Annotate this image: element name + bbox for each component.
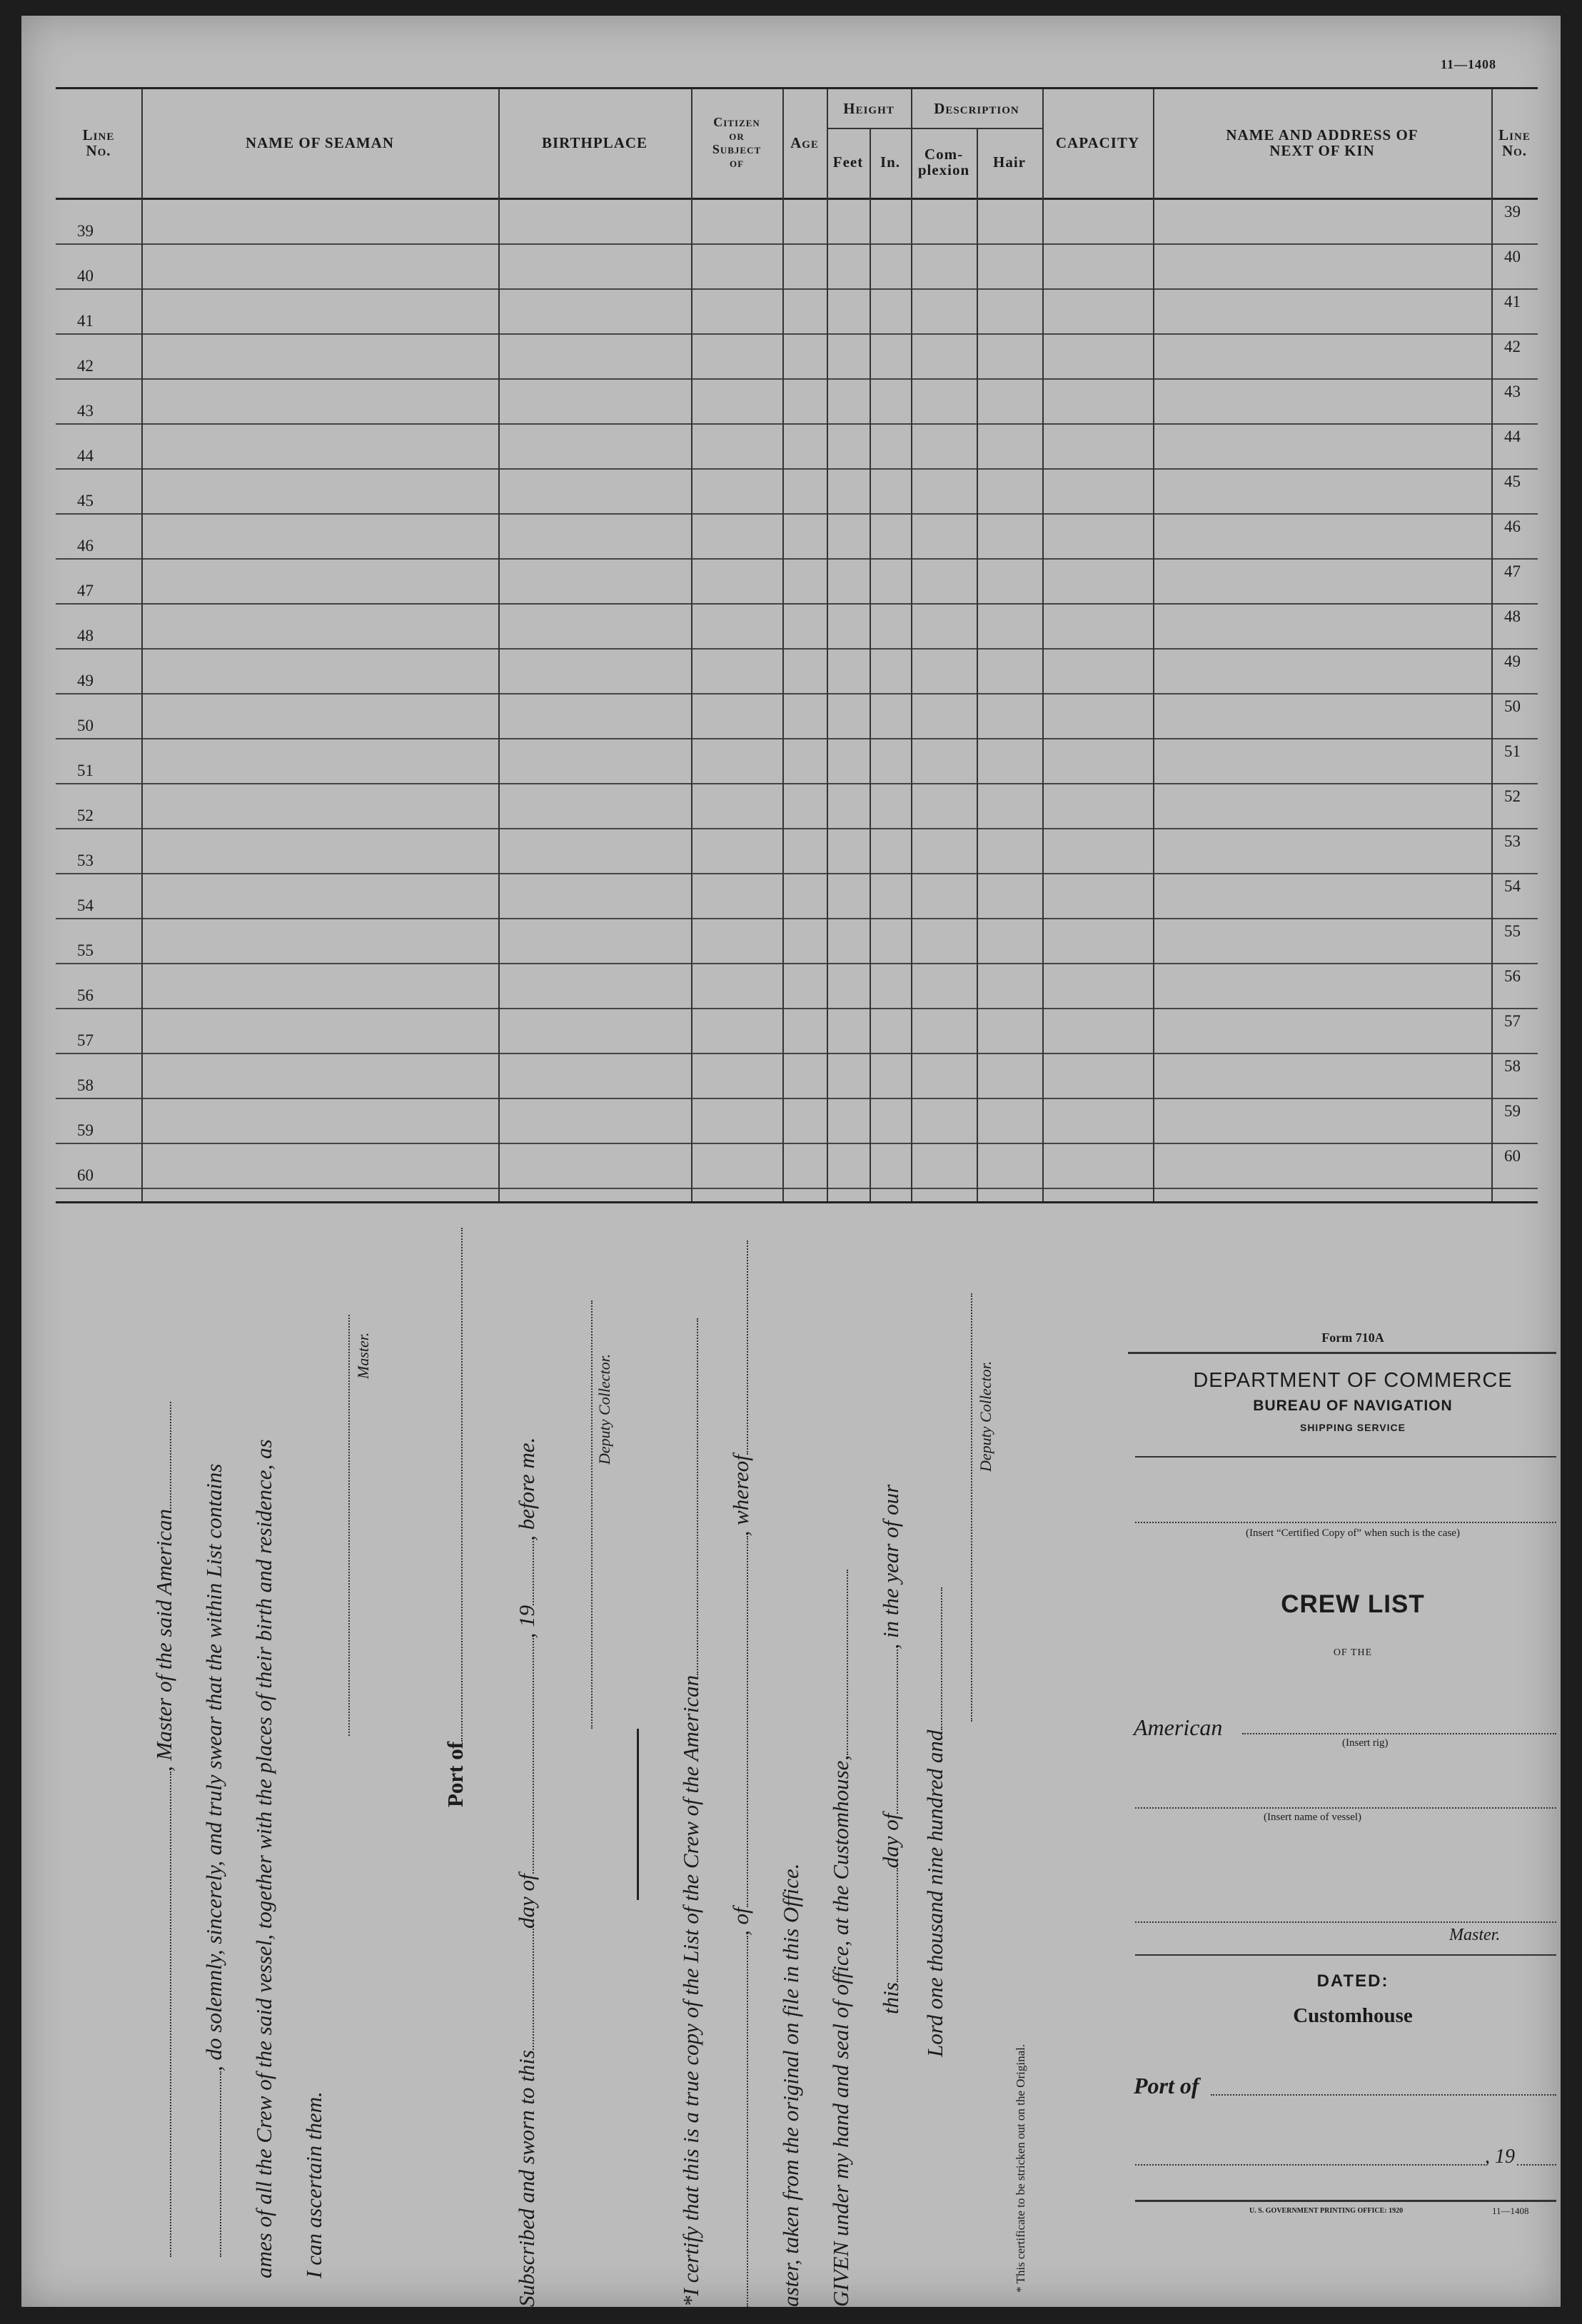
table-row[interactable] bbox=[56, 1009, 1538, 1054]
line-number-left: 58 bbox=[77, 1076, 94, 1094]
table-row[interactable] bbox=[56, 470, 1538, 515]
certified-copy-blank[interactable] bbox=[1135, 1522, 1556, 1523]
cover-form-code-bottom: 11—1408 bbox=[1492, 2206, 1529, 2216]
table-body bbox=[56, 200, 1538, 1189]
table-row[interactable] bbox=[56, 694, 1538, 739]
line-number-right: 48 bbox=[1504, 607, 1521, 625]
line-number-right: 56 bbox=[1504, 967, 1521, 985]
line-number-left: 56 bbox=[77, 986, 94, 1004]
cover-of-the: OF THE bbox=[1333, 1647, 1373, 1658]
header-complexion: Com- plexion bbox=[917, 145, 970, 178]
cert-of-blank-1[interactable] bbox=[730, 1936, 748, 2307]
column-rule bbox=[827, 89, 828, 1201]
cover-year-19: , 19 bbox=[1485, 2146, 1515, 2168]
column-rule bbox=[691, 89, 692, 1201]
table-row[interactable] bbox=[56, 515, 1538, 560]
header-line-no-right: Line No. bbox=[1498, 126, 1531, 159]
cover-date-blank[interactable] bbox=[1135, 2164, 1485, 2166]
column-rule bbox=[782, 89, 784, 1201]
certificate-line-3: aster, taken from the original on file in this Office. bbox=[778, 1863, 803, 2307]
cert-of-blank-2[interactable] bbox=[730, 1536, 748, 1907]
cover-title: CREW LIST bbox=[1281, 1590, 1425, 1618]
cover-rule-2 bbox=[1135, 1456, 1556, 1457]
oath-line-2: , do solemnly, sincerely, and truly swear that the within List contains bbox=[201, 1464, 227, 2257]
table-row[interactable] bbox=[56, 1144, 1538, 1189]
line-number-right: 52 bbox=[1504, 787, 1521, 805]
table-row[interactable] bbox=[56, 200, 1538, 245]
line-number-right: 42 bbox=[1504, 338, 1521, 355]
oath-line-1: , Master of the said American bbox=[151, 1402, 177, 2257]
line-number-left: 52 bbox=[77, 807, 94, 824]
cert-whereof-blank[interactable] bbox=[730, 1241, 748, 1455]
cover-rule-3 bbox=[1135, 1954, 1556, 1956]
subscribed-line: Subscribed and sworn to thisday of, 19, before me. bbox=[514, 1437, 539, 2307]
header-name-of-seaman: NAME OF SEAMAN bbox=[245, 133, 395, 151]
form-code-top: 11—1408 bbox=[1441, 57, 1497, 71]
cert-day-blank[interactable] bbox=[880, 1868, 898, 1982]
line-number-right: 55 bbox=[1504, 922, 1521, 940]
line-number-left: 59 bbox=[77, 1121, 94, 1139]
oath-line-3: ames of all the Crew of the said vessel, together with the places of their birth and residence, as bbox=[251, 1439, 276, 2278]
vessel-name-blank[interactable] bbox=[1135, 1807, 1556, 1809]
master-name-blank[interactable] bbox=[153, 1772, 171, 2257]
table-row[interactable] bbox=[56, 425, 1538, 470]
line-number-left: 47 bbox=[77, 582, 94, 600]
oath-port-of: Port of bbox=[443, 1228, 468, 1807]
master-signature-label: Master. bbox=[354, 1332, 372, 1379]
cover-printer: U. S. GOVERNMENT PRINTING OFFICE: 1920 bbox=[1249, 2207, 1404, 2215]
table-row[interactable] bbox=[56, 784, 1538, 829]
master-signature-line[interactable] bbox=[348, 1315, 350, 1736]
cover-year-blank[interactable] bbox=[1517, 2164, 1556, 2166]
column-rule bbox=[1042, 89, 1044, 1201]
header-capacity: CAPACITY bbox=[1055, 133, 1140, 151]
column-rule bbox=[1491, 89, 1493, 1201]
table-row[interactable] bbox=[56, 335, 1538, 380]
column-rule bbox=[498, 89, 500, 1201]
certificate-line-5: thisday of, in the year of our bbox=[878, 1484, 903, 2014]
header-in: In. bbox=[880, 153, 901, 171]
cover-port-blank[interactable] bbox=[1211, 2094, 1556, 2096]
line-number-right: 47 bbox=[1504, 562, 1521, 580]
column-rule bbox=[977, 128, 978, 1201]
certificate-line-4: GIVEN under my hand and seal of office, at the Customhouse, bbox=[828, 1570, 854, 2307]
deputy-collector-label-1: Deputy Collector. bbox=[595, 1353, 613, 1465]
cert-month-blank[interactable] bbox=[880, 1649, 898, 1814]
header-description: Description bbox=[934, 99, 1019, 117]
cover-american: American bbox=[1134, 1714, 1223, 1740]
header-citizen: Citizen or Subject of bbox=[712, 115, 762, 170]
line-number-left: 48 bbox=[77, 627, 94, 645]
certificate-line-1: *I certify that this is a true copy of the List of the Crew of the American bbox=[678, 1318, 704, 2307]
line-number-left: 55 bbox=[77, 941, 94, 959]
header-feet: Feet bbox=[832, 153, 864, 171]
cover-dated: DATED: bbox=[1316, 1971, 1389, 1991]
cert-customhouse-blank[interactable] bbox=[830, 1570, 848, 1755]
section-divider bbox=[637, 1729, 639, 1900]
document-page bbox=[21, 16, 1561, 2307]
table-row[interactable] bbox=[56, 964, 1538, 1009]
certificate-footnote: * This certificate to be stricken out on the Original. bbox=[1014, 2043, 1027, 2293]
cover-department: DEPARTMENT OF COMMERCE bbox=[1193, 1369, 1513, 1392]
line-number-left: 45 bbox=[77, 492, 94, 510]
line-number-left: 57 bbox=[77, 1031, 94, 1049]
sworn-year-blank[interactable] bbox=[515, 1541, 534, 1605]
cover-bureau: BUREAU OF NAVIGATION bbox=[1253, 1398, 1453, 1414]
line-number-left: 46 bbox=[77, 537, 94, 555]
line-number-right: 45 bbox=[1504, 473, 1521, 490]
cover-form-number: Form 710A bbox=[1321, 1330, 1384, 1345]
column-rule bbox=[141, 89, 143, 1201]
header-height: Height bbox=[843, 99, 895, 117]
oath-line-4: I can ascertain them. bbox=[301, 2091, 326, 2278]
line-number-right: 60 bbox=[1504, 1147, 1521, 1165]
header-line-no-left: Line No. bbox=[82, 126, 115, 159]
line-number-left: 41 bbox=[77, 312, 94, 330]
cover-rule-bottom bbox=[1135, 2200, 1556, 2202]
table-row[interactable] bbox=[56, 739, 1538, 784]
line-number-right: 46 bbox=[1504, 517, 1521, 535]
cover-master-label: Master. bbox=[1449, 1926, 1501, 1944]
line-number-right: 44 bbox=[1504, 428, 1521, 445]
line-number-right: 54 bbox=[1504, 877, 1521, 895]
table-header bbox=[56, 89, 1538, 200]
cover-insert-vessel: (Insert name of vessel) bbox=[1264, 1812, 1362, 1823]
table-row[interactable] bbox=[56, 919, 1538, 964]
cover-rule-top bbox=[1128, 1352, 1556, 1354]
line-number-left: 54 bbox=[77, 896, 94, 914]
deputy-collector-label-2: Deputy Collector. bbox=[977, 1360, 994, 1472]
cover-service: SHIPPING SERVICE bbox=[1299, 1422, 1406, 1433]
table-row[interactable] bbox=[56, 650, 1538, 694]
line-number-right: 53 bbox=[1504, 832, 1521, 850]
table-bottom-rule bbox=[56, 1201, 1538, 1203]
table-row[interactable] bbox=[56, 245, 1538, 290]
line-number-left: 50 bbox=[77, 717, 94, 734]
cover-insert-certified: (Insert “Certified Copy of” when such is the case) bbox=[1246, 1527, 1460, 1539]
sworn-day-blank[interactable] bbox=[515, 1929, 534, 2050]
vessel-blank[interactable] bbox=[153, 1402, 171, 1509]
line-number-right: 59 bbox=[1504, 1102, 1521, 1120]
header-subrule bbox=[827, 128, 1042, 129]
table-row[interactable] bbox=[56, 560, 1538, 605]
column-rule bbox=[870, 128, 871, 1201]
table-row[interactable] bbox=[56, 874, 1538, 919]
cert-vessel-blank[interactable] bbox=[680, 1318, 698, 1675]
header-next-of-kin: NAME AND ADDRESS OF NEXT OF KIN bbox=[1226, 126, 1419, 159]
line-number-right: 41 bbox=[1504, 293, 1521, 310]
rig-blank[interactable] bbox=[1242, 1733, 1556, 1734]
header-age: Age bbox=[790, 133, 819, 151]
line-number-right: 43 bbox=[1504, 383, 1521, 400]
line-number-right: 50 bbox=[1504, 697, 1521, 715]
cover-master-blank[interactable] bbox=[1135, 1921, 1556, 1923]
table-row[interactable] bbox=[56, 1099, 1538, 1144]
line-number-right: 39 bbox=[1504, 203, 1521, 221]
column-rule bbox=[1153, 89, 1154, 1201]
line-number-left: 43 bbox=[77, 402, 94, 420]
certificate-line-2: , of, whereof bbox=[728, 1241, 754, 2307]
line-number-left: 39 bbox=[77, 222, 94, 240]
line-number-left: 42 bbox=[77, 357, 94, 375]
cert-year-blank[interactable] bbox=[924, 1587, 942, 1730]
line-number-left: 60 bbox=[77, 1166, 94, 1184]
sworn-month-blank[interactable] bbox=[515, 1638, 534, 1874]
header-hair: Hair bbox=[993, 153, 1026, 171]
line-number-right: 57 bbox=[1504, 1012, 1521, 1030]
deputy-signature-line-2[interactable] bbox=[971, 1293, 972, 1722]
line-number-right: 40 bbox=[1504, 248, 1521, 266]
cover-insert-rig: (Insert rig) bbox=[1342, 1737, 1389, 1749]
table-row[interactable] bbox=[56, 829, 1538, 874]
table-row[interactable] bbox=[56, 1054, 1538, 1099]
oath-blank-2[interactable] bbox=[203, 2071, 221, 2257]
certificate-line-6: Lord one thousand nine hundred and bbox=[922, 1587, 948, 2057]
cover-customhouse: Customhouse bbox=[1293, 2004, 1413, 2027]
crew-table bbox=[56, 87, 1538, 1189]
line-number-left: 51 bbox=[77, 762, 94, 779]
line-number-right: 58 bbox=[1504, 1057, 1521, 1075]
table-row[interactable] bbox=[56, 290, 1538, 335]
table-row[interactable] bbox=[56, 605, 1538, 650]
column-rule bbox=[911, 89, 912, 1201]
deputy-signature-line-1[interactable] bbox=[591, 1300, 593, 1729]
oath-port-blank[interactable] bbox=[444, 1228, 463, 1742]
line-number-left: 44 bbox=[77, 447, 94, 465]
header-birthplace: BIRTHPLACE bbox=[541, 133, 648, 151]
line-number-right: 49 bbox=[1504, 652, 1521, 670]
line-number-left: 53 bbox=[77, 852, 94, 869]
line-number-right: 51 bbox=[1504, 742, 1521, 760]
cover-port-of: Port of bbox=[1134, 2073, 1199, 2098]
line-number-left: 40 bbox=[77, 267, 94, 285]
line-number-left: 49 bbox=[77, 672, 94, 689]
table-row[interactable] bbox=[56, 380, 1538, 425]
